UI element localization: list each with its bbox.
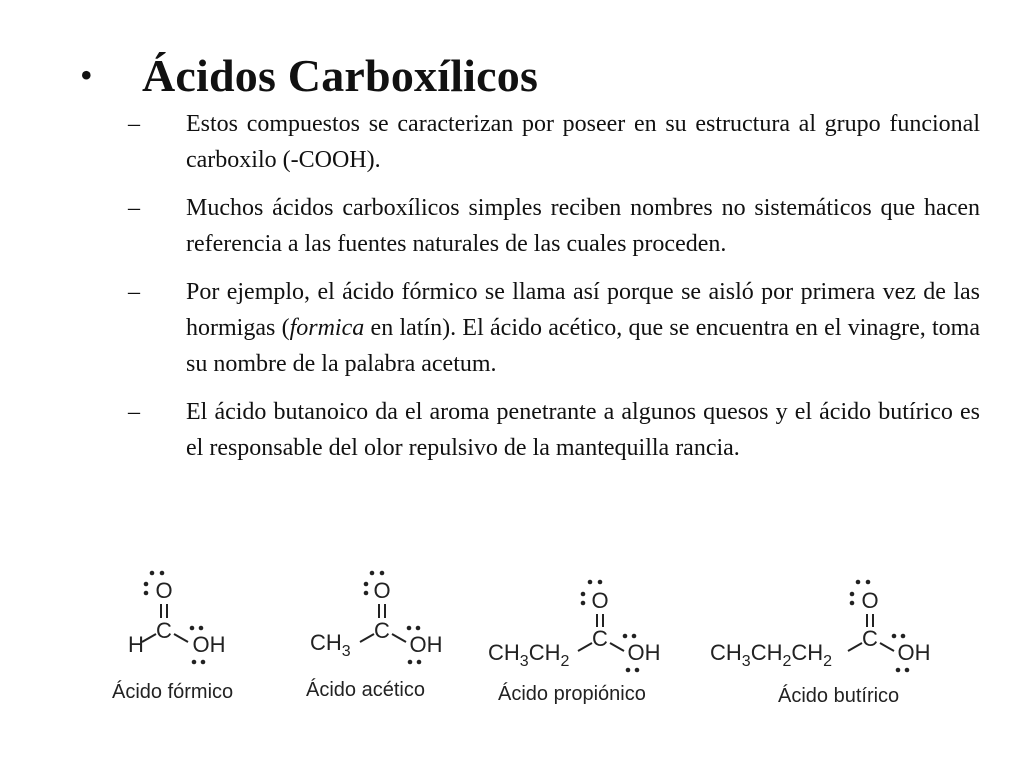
dash-marker: – xyxy=(128,195,140,221)
text-segment: en latín). El ácido acético, que se encuentra en el vinagre, toma su nombre de la palabra acetum. xyxy=(186,315,980,377)
list-item-text: El ácido butanoico da el aroma penetrante a algunos quesos y el ácido butírico es el responsable del olor repulsivo de la mantequilla rancia. xyxy=(186,399,980,461)
left-group: H xyxy=(128,632,144,657)
slide-title: Ácidos Carboxílicos xyxy=(142,49,539,101)
bullet-list xyxy=(128,106,980,478)
hydroxyl-group: OH xyxy=(627,640,661,665)
italic-term: formica xyxy=(289,315,365,341)
carbon-atom: C xyxy=(862,626,878,651)
structure-caption: Ácido propiónico xyxy=(498,683,646,705)
butyric-acid-structure xyxy=(708,560,948,710)
structure-caption: Ácido acético xyxy=(306,679,425,701)
list-item xyxy=(128,106,980,178)
structures-row xyxy=(0,560,1024,720)
carbon-atom: C xyxy=(592,626,608,651)
propionic-acid-structure xyxy=(486,560,686,710)
structure-caption: Ácido fórmico xyxy=(112,681,234,703)
formic-acid-structure xyxy=(106,560,266,710)
oxygen-atom: O xyxy=(861,588,879,613)
oxygen-atom: O xyxy=(373,578,391,603)
list-item xyxy=(128,274,980,382)
list-item xyxy=(128,190,980,262)
acetic-acid-structure xyxy=(302,560,462,710)
text-segment: Por ejemplo, el ácido fórmico se llama así porque se aisló por primera vez de las hormigas ( xyxy=(186,279,980,341)
hydroxyl-group: OH xyxy=(409,632,443,657)
carbon-atom: C xyxy=(156,618,172,643)
oxygen-atom: O xyxy=(155,578,173,603)
title-row xyxy=(80,40,538,110)
structure-caption: Ácido butírico xyxy=(778,685,900,707)
left-group: $CH_3$ xyxy=(310,630,351,660)
dash-marker: – xyxy=(128,399,140,425)
hydroxyl-group: OH xyxy=(897,640,931,665)
title-bullet: • xyxy=(80,55,93,95)
list-item-text: Muchos ácidos carboxílicos simples reciben nombres no sistemáticos que hacen referencia a las fuentes naturales de las cuales proceden. xyxy=(186,195,980,257)
oxygen-atom: O xyxy=(591,588,609,613)
carbon-atom: C xyxy=(374,618,390,643)
list-item-text: Estos compuestos se caracterizan por poseer en su estructura al grupo funcional carboxilo (-COOH). xyxy=(186,111,980,173)
list-item xyxy=(128,394,980,466)
list-item-text xyxy=(186,274,980,382)
hydroxyl-group: OH xyxy=(192,632,226,657)
left-group: $CH_3CH_2CH_2$ xyxy=(710,640,833,670)
dash-marker: – xyxy=(128,279,140,305)
left-group: $CH_3CH_2$ xyxy=(488,640,570,670)
dash-marker: – xyxy=(128,111,140,137)
